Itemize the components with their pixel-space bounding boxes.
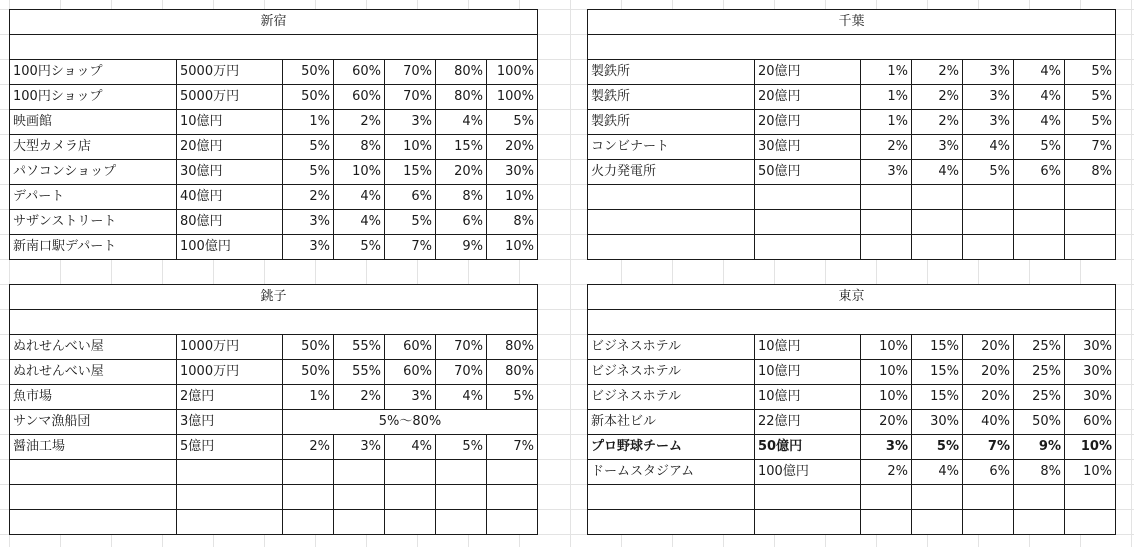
profit-rate-cell[interactable] xyxy=(436,510,487,535)
profit-rate-cell[interactable]: 4% xyxy=(1014,85,1065,110)
table-row xyxy=(10,110,538,135)
facility-name-cell[interactable] xyxy=(10,485,177,510)
profit-rate-cell[interactable] xyxy=(334,460,385,485)
table-row xyxy=(10,410,538,435)
profit-rate-cell[interactable] xyxy=(1065,185,1116,210)
profit-rate-cell[interactable]: 10% xyxy=(1065,460,1116,485)
facility-name-cell[interactable]: 100円ショップ xyxy=(10,60,177,85)
profit-rate-cell[interactable] xyxy=(487,485,538,510)
price-cell[interactable]: 50億円 xyxy=(755,435,861,460)
profit-rate-cell[interactable] xyxy=(1065,485,1116,510)
facility-name-cell[interactable]: 大型カメラ店 xyxy=(10,135,177,160)
price-cell[interactable]: 22億円 xyxy=(755,410,861,435)
profit-rate-cell[interactable]: 2% xyxy=(334,110,385,135)
table-title-cell[interactable]: 銚子 xyxy=(10,285,538,310)
profit-rate-cell[interactable]: 3% xyxy=(912,135,963,160)
profit-rate-cell[interactable]: 20% xyxy=(487,135,538,160)
blank-row xyxy=(588,35,1116,60)
facility-name-cell[interactable] xyxy=(588,510,755,535)
price-cell[interactable] xyxy=(177,485,283,510)
facility-name-cell[interactable]: ぬれせんべい屋 xyxy=(10,335,177,360)
profit-rate-cell[interactable]: 3% xyxy=(283,210,334,235)
price-cell[interactable]: 20億円 xyxy=(755,110,861,135)
profit-rate-cell[interactable] xyxy=(1014,235,1065,260)
profit-rate-cell[interactable] xyxy=(963,485,1014,510)
profit-rate-cell[interactable]: 7% xyxy=(487,435,538,460)
profit-rate-cell[interactable]: 3% xyxy=(963,85,1014,110)
profit-rate-cell[interactable] xyxy=(861,510,912,535)
profit-rate-cell[interactable]: 70% xyxy=(436,335,487,360)
facility-name-cell[interactable] xyxy=(588,210,755,235)
blank-row xyxy=(10,310,538,335)
table-row xyxy=(588,60,1116,85)
blank-cell[interactable] xyxy=(10,35,538,60)
profit-rate-cell[interactable]: 4% xyxy=(334,185,385,210)
price-cell[interactable]: 1000万円 xyxy=(177,335,283,360)
profit-rate-cell[interactable] xyxy=(487,510,538,535)
profit-rate-cell[interactable] xyxy=(861,485,912,510)
facility-name-cell[interactable] xyxy=(10,510,177,535)
profit-rate-cell[interactable]: 20% xyxy=(436,160,487,185)
profit-rate-cell[interactable]: 15% xyxy=(385,160,436,185)
profit-rate-cell[interactable]: 30% xyxy=(1065,335,1116,360)
profit-rate-cell[interactable]: 10% xyxy=(1065,435,1116,460)
profit-rate-cell[interactable]: 4% xyxy=(963,135,1014,160)
table-row xyxy=(10,235,538,260)
profit-rate-cell[interactable] xyxy=(1014,210,1065,235)
table-title-cell[interactable]: 新宿 xyxy=(10,10,538,35)
profit-rate-cell[interactable]: 9% xyxy=(436,235,487,260)
table-row xyxy=(10,210,538,235)
facility-name-cell[interactable]: ドームスタジアム xyxy=(588,460,755,485)
profit-rate-cell[interactable]: 8% xyxy=(334,135,385,160)
profit-rate-cell[interactable] xyxy=(861,210,912,235)
profit-rate-cell[interactable]: 1% xyxy=(861,85,912,110)
profit-rate-cell[interactable] xyxy=(385,460,436,485)
profit-rate-cell[interactable] xyxy=(861,185,912,210)
profit-rate-cell[interactable]: 55% xyxy=(334,335,385,360)
facility-name-cell[interactable]: プロ野球チーム xyxy=(588,435,755,460)
profit-rate-cell[interactable] xyxy=(487,460,538,485)
price-cell[interactable]: 5000万円 xyxy=(177,85,283,110)
profit-rate-cell[interactable]: 8% xyxy=(1014,460,1065,485)
price-cell[interactable]: 30億円 xyxy=(755,135,861,160)
price-cell[interactable] xyxy=(755,510,861,535)
facility-name-cell[interactable]: ビジネスホテル xyxy=(588,385,755,410)
table-row xyxy=(588,385,1116,410)
facility-name-cell[interactable]: デパート xyxy=(10,185,177,210)
blank-row xyxy=(10,35,538,60)
profit-rate-cell[interactable] xyxy=(912,235,963,260)
price-cell[interactable]: 10億円 xyxy=(177,110,283,135)
price-cell[interactable]: 80億円 xyxy=(177,210,283,235)
price-cell[interactable]: 20億円 xyxy=(755,85,861,110)
facility-name-cell[interactable] xyxy=(588,235,755,260)
facility-name-cell[interactable]: 魚市場 xyxy=(10,385,177,410)
profit-rate-cell[interactable]: 2% xyxy=(334,385,385,410)
profit-rate-cell[interactable]: 70% xyxy=(436,360,487,385)
profit-rate-cell[interactable]: 30% xyxy=(912,410,963,435)
blank-cell[interactable] xyxy=(588,35,1116,60)
table-row xyxy=(10,60,538,85)
facility-name-cell[interactable]: ぬれせんべい屋 xyxy=(10,360,177,385)
price-cell[interactable]: 10億円 xyxy=(755,360,861,385)
profit-rate-cell[interactable]: 5% xyxy=(487,385,538,410)
profit-rate-cell[interactable]: 40% xyxy=(963,410,1014,435)
price-cell[interactable]: 20億円 xyxy=(755,60,861,85)
price-cell[interactable]: 2億円 xyxy=(177,385,283,410)
profit-rate-cell[interactable]: 20% xyxy=(861,410,912,435)
profit-rate-cell[interactable]: 10% xyxy=(861,335,912,360)
profit-rate-cell[interactable]: 3% xyxy=(334,435,385,460)
price-cell[interactable]: 3億円 xyxy=(177,410,283,435)
price-cell[interactable]: 10億円 xyxy=(755,335,861,360)
profit-rate-cell[interactable]: 15% xyxy=(912,360,963,385)
table-row xyxy=(588,435,1116,460)
profit-rate-cell[interactable]: 15% xyxy=(436,135,487,160)
profit-rate-cell[interactable]: 5% xyxy=(487,110,538,135)
profit-rate-cell[interactable]: 60% xyxy=(1065,410,1116,435)
price-cell[interactable]: 10億円 xyxy=(755,385,861,410)
profit-rate-cell[interactable]: 3% xyxy=(963,110,1014,135)
profit-rate-cell[interactable]: 80% xyxy=(487,335,538,360)
profit-rate-cell[interactable]: 6% xyxy=(1014,160,1065,185)
profit-rate-cell[interactable]: 70% xyxy=(385,60,436,85)
profit-rate-cell[interactable] xyxy=(334,485,385,510)
table-row xyxy=(588,460,1116,485)
profit-rate-cell[interactable]: 4% xyxy=(385,435,436,460)
table-row xyxy=(588,410,1116,435)
profit-rate-cell[interactable]: 5% xyxy=(283,135,334,160)
profit-rate-cell[interactable]: 60% xyxy=(385,360,436,385)
price-cell[interactable]: 50億円 xyxy=(755,160,861,185)
profit-rate-cell[interactable]: 30% xyxy=(1065,360,1116,385)
profit-rate-cell[interactable] xyxy=(912,185,963,210)
table-row xyxy=(10,335,538,360)
profit-rate-cell[interactable]: 7% xyxy=(385,235,436,260)
profit-rate-cell[interactable]: 2% xyxy=(912,110,963,135)
profit-rate-cell[interactable] xyxy=(283,485,334,510)
price-cell[interactable]: 5億円 xyxy=(177,435,283,460)
profit-rate-cell[interactable] xyxy=(963,235,1014,260)
facility-name-cell[interactable]: サザンストリート xyxy=(10,210,177,235)
profit-rate-cell[interactable]: 5% xyxy=(1065,110,1116,135)
profit-rate-cell[interactable]: 10% xyxy=(487,185,538,210)
profit-rate-cell[interactable]: 30% xyxy=(487,160,538,185)
profit-rate-cell[interactable] xyxy=(963,510,1014,535)
price-cell[interactable] xyxy=(177,510,283,535)
facility-name-cell[interactable]: 新南口駅デパート xyxy=(10,235,177,260)
profit-rate-cell[interactable]: 5% xyxy=(912,435,963,460)
profit-rate-cell[interactable]: 5% xyxy=(1065,60,1116,85)
profit-rate-cell[interactable]: 5% xyxy=(436,435,487,460)
profit-rate-cell[interactable]: 60% xyxy=(385,335,436,360)
profit-rate-cell[interactable]: 2% xyxy=(283,435,334,460)
profit-rate-cell[interactable]: 10% xyxy=(861,360,912,385)
profit-rate-cell[interactable]: 20% xyxy=(963,385,1014,410)
profit-rate-cell[interactable]: 60% xyxy=(334,60,385,85)
profit-rate-cell[interactable]: 2% xyxy=(912,60,963,85)
price-cell[interactable]: 100億円 xyxy=(177,235,283,260)
profit-rate-cell[interactable]: 4% xyxy=(436,110,487,135)
profit-rate-cell[interactable]: 6% xyxy=(963,460,1014,485)
price-cell[interactable]: 20億円 xyxy=(177,135,283,160)
table-row xyxy=(588,485,1116,510)
table-row xyxy=(10,185,538,210)
price-cell[interactable] xyxy=(177,460,283,485)
table-choshi xyxy=(9,284,538,535)
profit-rate-cell[interactable]: 4% xyxy=(436,385,487,410)
table-row xyxy=(10,460,538,485)
profit-rate-cell[interactable]: 2% xyxy=(912,85,963,110)
table-row xyxy=(10,85,538,110)
profit-rate-cell[interactable]: 20% xyxy=(963,335,1014,360)
profit-rate-cell[interactable]: 6% xyxy=(436,210,487,235)
facility-name-cell[interactable]: コンビナート xyxy=(588,135,755,160)
profit-range-cell[interactable]: 5%～80% xyxy=(283,410,538,435)
table-row xyxy=(588,235,1116,260)
profit-rate-cell[interactable]: 5% xyxy=(1065,85,1116,110)
price-cell[interactable] xyxy=(755,235,861,260)
profit-rate-cell[interactable]: 2% xyxy=(283,185,334,210)
profit-rate-cell[interactable] xyxy=(1065,210,1116,235)
profit-rate-cell[interactable]: 80% xyxy=(487,360,538,385)
table-row xyxy=(10,385,538,410)
profit-rate-cell[interactable]: 5% xyxy=(283,160,334,185)
blank-cell[interactable] xyxy=(588,310,1116,335)
table-row xyxy=(588,210,1116,235)
profit-rate-cell[interactable]: 60% xyxy=(334,85,385,110)
price-cell[interactable] xyxy=(755,485,861,510)
facility-name-cell[interactable]: 製鉄所 xyxy=(588,85,755,110)
facility-name-cell[interactable]: 製鉄所 xyxy=(588,110,755,135)
table-title-cell[interactable]: 東京 xyxy=(588,285,1116,310)
title-row xyxy=(10,10,538,35)
blank-row xyxy=(588,310,1116,335)
table-row xyxy=(588,160,1116,185)
profit-rate-cell[interactable]: 2% xyxy=(861,460,912,485)
price-cell[interactable]: 40億円 xyxy=(177,185,283,210)
table-shinjuku xyxy=(9,9,538,260)
profit-rate-cell[interactable]: 7% xyxy=(963,435,1014,460)
profit-rate-cell[interactable]: 10% xyxy=(334,160,385,185)
profit-rate-cell[interactable]: 3% xyxy=(283,235,334,260)
profit-rate-cell[interactable] xyxy=(963,210,1014,235)
profit-rate-cell[interactable]: 4% xyxy=(1014,60,1065,85)
price-cell[interactable] xyxy=(755,185,861,210)
profit-rate-cell[interactable]: 5% xyxy=(963,160,1014,185)
profit-rate-cell[interactable] xyxy=(436,485,487,510)
profit-rate-cell[interactable]: 7% xyxy=(1065,135,1116,160)
price-cell[interactable]: 1000万円 xyxy=(177,360,283,385)
facility-name-cell[interactable]: 醤油工場 xyxy=(10,435,177,460)
profit-rate-cell[interactable]: 100% xyxy=(487,60,538,85)
profit-rate-cell[interactable]: 1% xyxy=(861,110,912,135)
table-title-cell[interactable]: 千葉 xyxy=(588,10,1116,35)
table-chiba xyxy=(587,9,1116,260)
profit-rate-cell[interactable]: 80% xyxy=(436,85,487,110)
profit-rate-cell[interactable]: 100% xyxy=(487,85,538,110)
title-row xyxy=(588,285,1116,310)
profit-rate-cell[interactable]: 2% xyxy=(861,135,912,160)
profit-rate-cell[interactable]: 10% xyxy=(487,235,538,260)
profit-rate-cell[interactable] xyxy=(1014,185,1065,210)
profit-rate-cell[interactable]: 3% xyxy=(963,60,1014,85)
profit-rate-cell[interactable]: 5% xyxy=(1014,135,1065,160)
price-cell[interactable]: 30億円 xyxy=(177,160,283,185)
profit-rate-cell[interactable]: 1% xyxy=(283,110,334,135)
facility-name-cell[interactable]: 火力発電所 xyxy=(588,160,755,185)
profit-rate-cell[interactable] xyxy=(1014,485,1065,510)
table-row xyxy=(588,85,1116,110)
profit-rate-cell[interactable]: 10% xyxy=(385,135,436,160)
profit-rate-cell[interactable]: 1% xyxy=(861,60,912,85)
profit-rate-cell[interactable]: 9% xyxy=(1014,435,1065,460)
table-row xyxy=(588,510,1116,535)
facility-name-cell[interactable]: ビジネスホテル xyxy=(588,335,755,360)
facility-name-cell[interactable] xyxy=(588,485,755,510)
profit-rate-cell[interactable] xyxy=(283,510,334,535)
profit-rate-cell[interactable]: 8% xyxy=(436,185,487,210)
profit-rate-cell[interactable]: 3% xyxy=(385,110,436,135)
profit-rate-cell[interactable]: 50% xyxy=(1014,410,1065,435)
table-row xyxy=(10,360,538,385)
profit-rate-cell[interactable]: 8% xyxy=(1065,160,1116,185)
table-row xyxy=(10,485,538,510)
profit-rate-cell[interactable]: 10% xyxy=(861,385,912,410)
profit-rate-cell[interactable]: 3% xyxy=(861,160,912,185)
profit-rate-cell[interactable]: 20% xyxy=(963,360,1014,385)
profit-rate-cell[interactable]: 80% xyxy=(436,60,487,85)
profit-rate-cell[interactable]: 50% xyxy=(283,60,334,85)
profit-rate-cell[interactable]: 6% xyxy=(385,185,436,210)
title-row xyxy=(10,285,538,310)
profit-rate-cell[interactable]: 25% xyxy=(1014,385,1065,410)
facility-name-cell[interactable] xyxy=(588,185,755,210)
profit-rate-cell[interactable] xyxy=(912,510,963,535)
profit-rate-cell[interactable] xyxy=(963,185,1014,210)
blank-cell[interactable] xyxy=(10,310,538,335)
profit-rate-cell[interactable]: 4% xyxy=(912,160,963,185)
profit-rate-cell[interactable] xyxy=(861,235,912,260)
price-cell[interactable]: 100億円 xyxy=(755,460,861,485)
profit-rate-cell[interactable] xyxy=(436,460,487,485)
facility-name-cell[interactable]: 100円ショップ xyxy=(10,85,177,110)
profit-rate-cell[interactable] xyxy=(1065,510,1116,535)
table-row xyxy=(588,360,1116,385)
profit-rate-cell[interactable]: 5% xyxy=(334,235,385,260)
profit-rate-cell[interactable]: 5% xyxy=(385,210,436,235)
facility-name-cell[interactable]: サンマ漁船団 xyxy=(10,410,177,435)
facility-name-cell[interactable]: パソコンショップ xyxy=(10,160,177,185)
facility-name-cell[interactable] xyxy=(10,460,177,485)
table-row xyxy=(588,185,1116,210)
profit-rate-cell[interactable]: 4% xyxy=(912,460,963,485)
profit-rate-cell[interactable] xyxy=(385,510,436,535)
profit-rate-cell[interactable]: 25% xyxy=(1014,360,1065,385)
profit-rate-cell[interactable] xyxy=(912,210,963,235)
price-cell[interactable]: 5000万円 xyxy=(177,60,283,85)
profit-rate-cell[interactable]: 15% xyxy=(912,335,963,360)
table-row xyxy=(10,135,538,160)
profit-rate-cell[interactable]: 15% xyxy=(912,385,963,410)
facility-name-cell[interactable]: 映画館 xyxy=(10,110,177,135)
table-row xyxy=(588,135,1116,160)
profit-rate-cell[interactable] xyxy=(385,485,436,510)
profit-rate-cell[interactable]: 3% xyxy=(861,435,912,460)
profit-rate-cell[interactable] xyxy=(1065,235,1116,260)
table-row xyxy=(588,110,1116,135)
profit-rate-cell[interactable]: 30% xyxy=(1065,385,1116,410)
profit-rate-cell[interactable]: 70% xyxy=(385,85,436,110)
profit-rate-cell[interactable]: 50% xyxy=(283,360,334,385)
table-row xyxy=(10,435,538,460)
profit-rate-cell[interactable]: 25% xyxy=(1014,335,1065,360)
table-row xyxy=(10,160,538,185)
profit-rate-cell[interactable]: 4% xyxy=(1014,110,1065,135)
facility-name-cell[interactable]: ビジネスホテル xyxy=(588,360,755,385)
facility-name-cell[interactable]: 新本社ビル xyxy=(588,410,755,435)
facility-name-cell[interactable]: 製鉄所 xyxy=(588,60,755,85)
profit-rate-cell[interactable] xyxy=(1014,510,1065,535)
profit-rate-cell[interactable] xyxy=(334,510,385,535)
table-tokyo xyxy=(587,284,1116,535)
profit-rate-cell[interactable] xyxy=(283,460,334,485)
table-row xyxy=(588,335,1116,360)
profit-rate-cell[interactable]: 50% xyxy=(283,85,334,110)
profit-rate-cell[interactable]: 50% xyxy=(283,335,334,360)
profit-rate-cell[interactable]: 55% xyxy=(334,360,385,385)
table-row xyxy=(10,510,538,535)
profit-rate-cell[interactable]: 8% xyxy=(487,210,538,235)
profit-rate-cell[interactable]: 3% xyxy=(385,385,436,410)
profit-rate-cell[interactable] xyxy=(912,485,963,510)
price-cell[interactable] xyxy=(755,210,861,235)
profit-rate-cell[interactable]: 1% xyxy=(283,385,334,410)
title-row xyxy=(588,10,1116,35)
profit-rate-cell[interactable]: 4% xyxy=(334,210,385,235)
